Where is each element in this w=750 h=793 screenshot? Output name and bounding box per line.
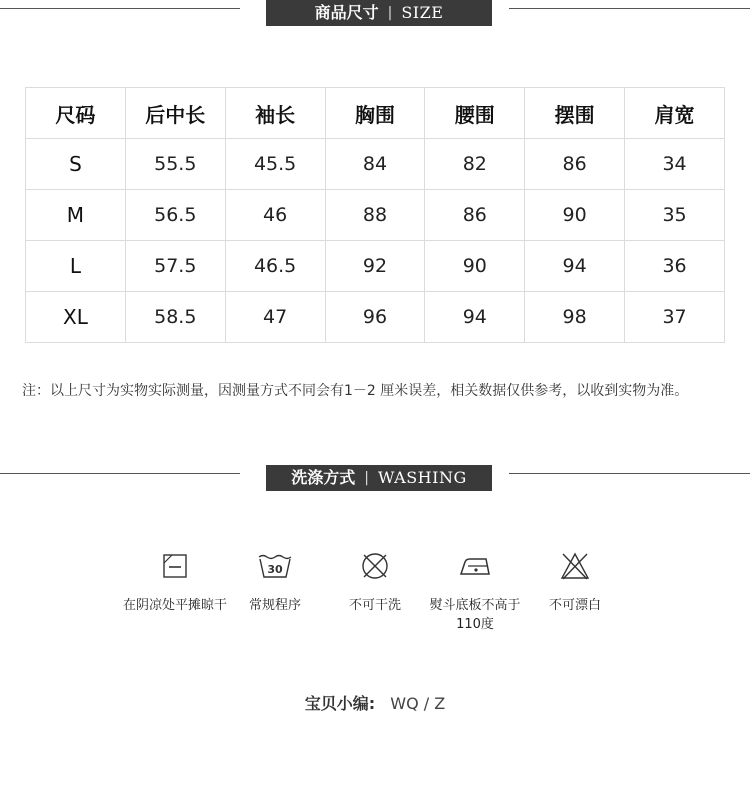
wash-30-icon: [257, 553, 293, 579]
table-row: [26, 292, 725, 343]
do-not-bleach-icon: [559, 551, 591, 581]
header-divider-left: [0, 8, 240, 9]
wash-item-normal-wash: [220, 548, 330, 615]
table-cell: 46: [225, 190, 325, 241]
wash-label: 不可干洗: [348, 598, 401, 613]
table-cell: 35: [625, 190, 725, 241]
washing-title-en: WASHING: [378, 468, 467, 487]
header-divider-right: [509, 473, 750, 474]
table-cell: 82: [425, 139, 525, 190]
size-cell: L: [26, 241, 126, 292]
size-table-header-row: [26, 88, 725, 139]
table-row: [26, 241, 725, 292]
header-back-length: 后中长: [125, 88, 225, 139]
editor-value: WQ / Z: [390, 694, 446, 713]
table-cell: 58.5: [125, 292, 225, 343]
size-cell: S: [26, 139, 126, 190]
size-title-cn: 商品尺寸: [314, 3, 379, 22]
table-row: [26, 139, 725, 190]
table-cell: 98: [525, 292, 625, 343]
iron-low-temp-icon: [458, 554, 492, 578]
title-separator: |: [364, 470, 369, 486]
table-cell: 96: [325, 292, 425, 343]
header-chest: 胸围: [325, 88, 425, 139]
table-cell: 47: [225, 292, 325, 343]
size-cell: M: [26, 190, 126, 241]
wash-item-no-dry-clean: [320, 548, 430, 615]
washing-section-header: [0, 465, 750, 491]
wash-item-iron: [420, 548, 530, 634]
size-note: 注：以上尺寸为实物实际测量，因测量方式不同会有1－2 厘米误差，相关数据仅供参考，以收到实物为准。: [22, 383, 689, 399]
editor-credit: [0, 691, 750, 714]
table-cell: 37: [625, 292, 725, 343]
table-cell: 84: [325, 139, 425, 190]
table-cell: 45.5: [225, 139, 325, 190]
header-hem: 摆围: [525, 88, 625, 139]
washing-title-tag: [266, 465, 492, 491]
table-row: [26, 190, 725, 241]
size-table: [25, 87, 725, 343]
wash-label: 常规程序: [248, 598, 301, 613]
dry-flat-in-shade-icon: [162, 553, 188, 579]
wash-label: 在阴凉处平摊晾干: [122, 598, 227, 613]
size-cell: XL: [26, 292, 126, 343]
header-waist: 腰围: [425, 88, 525, 139]
table-cell: 86: [425, 190, 525, 241]
size-title-tag: [266, 0, 492, 26]
table-cell: 94: [525, 241, 625, 292]
header-sleeve-length: 袖长: [225, 88, 325, 139]
table-cell: 88: [325, 190, 425, 241]
header-divider-left: [0, 473, 240, 474]
wash-temp-label: 30: [267, 563, 283, 576]
table-cell: 94: [425, 292, 525, 343]
title-separator: |: [387, 5, 393, 21]
washing-title-cn: 洗涤方式: [291, 468, 356, 487]
table-cell: 90: [425, 241, 525, 292]
table-cell: 56.5: [125, 190, 225, 241]
table-cell: 36: [625, 241, 725, 292]
wash-label: 熨斗底板不高于110度: [429, 598, 521, 632]
do-not-tumble-dry-icon: [360, 551, 390, 581]
table-cell: 55.5: [125, 139, 225, 190]
header-shoulder: 肩宽: [625, 88, 725, 139]
table-cell: 57.5: [125, 241, 225, 292]
header-size: 尺码: [26, 88, 126, 139]
table-cell: 34: [625, 139, 725, 190]
size-title-en: SIZE: [401, 3, 444, 22]
wash-item-dry-flat: [120, 548, 230, 615]
header-divider-right: [509, 8, 750, 9]
table-cell: 90: [525, 190, 625, 241]
size-section-header: [0, 0, 750, 26]
table-cell: 92: [325, 241, 425, 292]
table-cell: 46.5: [225, 241, 325, 292]
wash-item-no-bleach: [520, 548, 630, 615]
editor-label: 宝贝小编:: [304, 694, 376, 713]
wash-label: 不可漂白: [548, 598, 601, 613]
table-cell: 86: [525, 139, 625, 190]
